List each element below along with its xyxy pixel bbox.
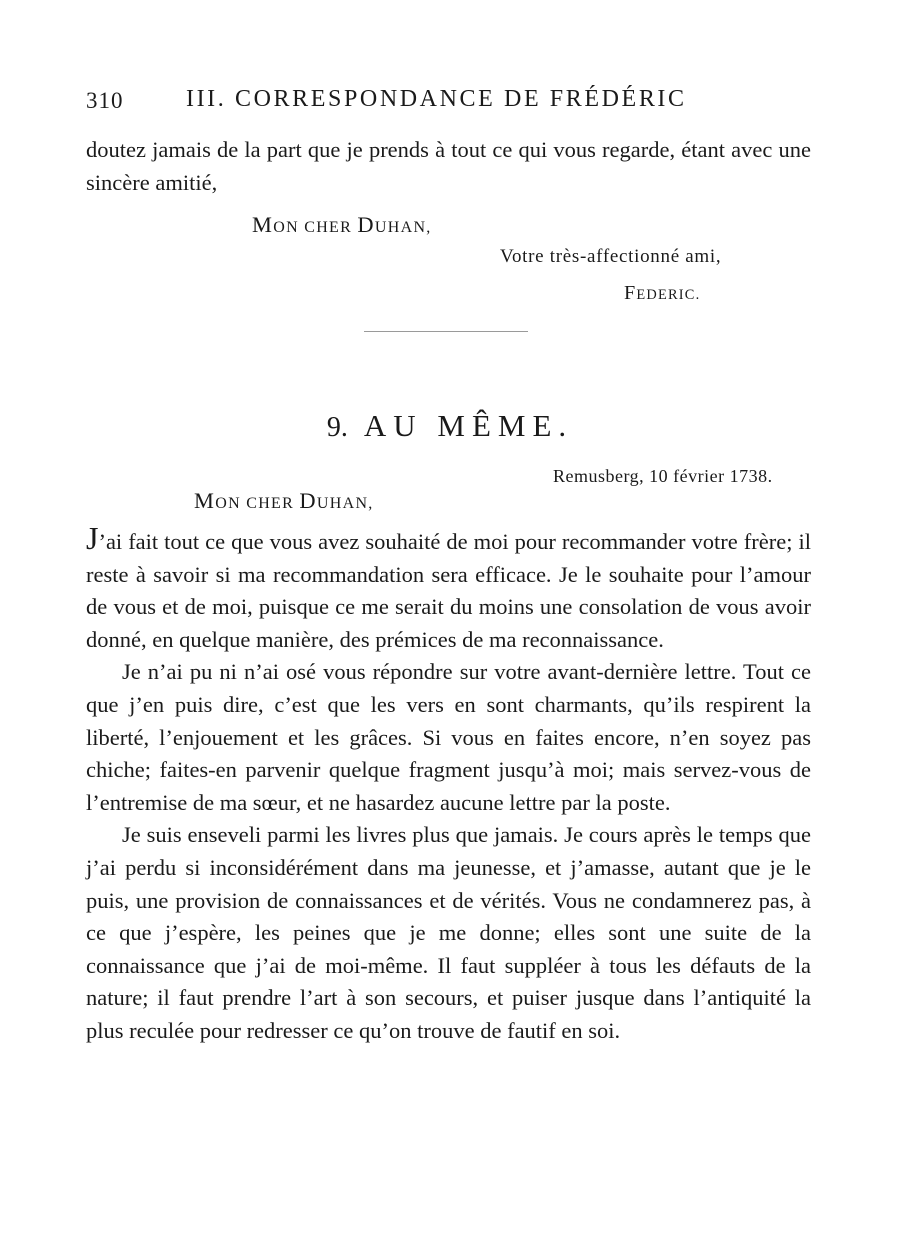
paragraph: Je suis enseveli parmi les livres plus que jamais. Je cours après le temps que j’ai perdu si inconsidérément dans ma jeunesse, et j’amasse, autant que je le puis, une provision de connaissances et de vérités. Vous ne condamnerez pas, à ce que j’espère, les peines que je me donne; elles sont une suite de la connaissance que j’ai de moi-même. Il faut suppléer à tous les défauts de la nature; il faut prendre l’art à son secours, et puiser jusque dans l’antiquité la plus reculée pour redresser ce qu’on trouve de fautif en soi. (86, 822, 811, 1043)
salutation-text: ON CHER (273, 219, 358, 236)
page-number: 310 (86, 88, 124, 113)
previous-letter-ending (86, 134, 811, 199)
letter-title: AU MÊME. (363, 408, 574, 443)
paragraph: Je n’ai pu ni n’ai osé vous répondre sur votre avant-dernière lettre. Tout ce que j’en puis dire, c’est que les vers en sont charmants, qu’ils respirent la liberté, l’enjouement et les grâces. Si vous en faites encore, n’en soyez pas chiche; faites-en parvenir quelque fragment jusqu’à moi; mais servez-vous de l’entremise de ma sœur, et ne hasardez aucune lettre par la poste. (86, 659, 811, 815)
section-divider (364, 331, 528, 332)
salutation-name-initial: D (299, 488, 317, 513)
signature-initial: F (624, 282, 637, 304)
letter-body (86, 520, 811, 1048)
previous-letter-salutation (252, 212, 432, 238)
previous-letter-text: doutez jamais de la part que je prends à tout ce qui vous regarde, étant avec une sincère amitié, (86, 137, 811, 195)
drop-cap: J (86, 520, 99, 556)
paragraph (86, 520, 811, 656)
letter-salutation (194, 488, 374, 514)
paragraph-text: ’ai fait tout ce que vous avez souhaité de moi pour recommander votre frère; il reste à savoir si ma recommandation sera efficace. Je le souhaite pour l’amour de vous et de moi, puisque ce me serait du moins une consolation de vous avoir donné, en quelque manière, des prémices de ma reconnaissance. (86, 529, 811, 652)
salutation-text: ON CHER (215, 495, 300, 512)
running-head (86, 86, 806, 120)
dateline: Remusberg, 10 février 1738. (553, 466, 773, 486)
salutation-name: UHAN, (316, 495, 374, 512)
salutation-name: UHAN, (374, 219, 432, 236)
letter-number: 9. (326, 412, 348, 443)
signature-rest: EDERIC. (636, 287, 701, 303)
running-title: III. CORRESPONDANCE DE FRÉDÉRIC (186, 86, 687, 112)
letter-heading (0, 408, 900, 444)
signature (624, 282, 700, 305)
salutation-name-initial: D (357, 212, 375, 237)
salutation-initial: M (252, 212, 274, 237)
salutation-initial: M (194, 488, 216, 513)
letter-closing: Votre très-affectionné ami, (500, 246, 722, 267)
